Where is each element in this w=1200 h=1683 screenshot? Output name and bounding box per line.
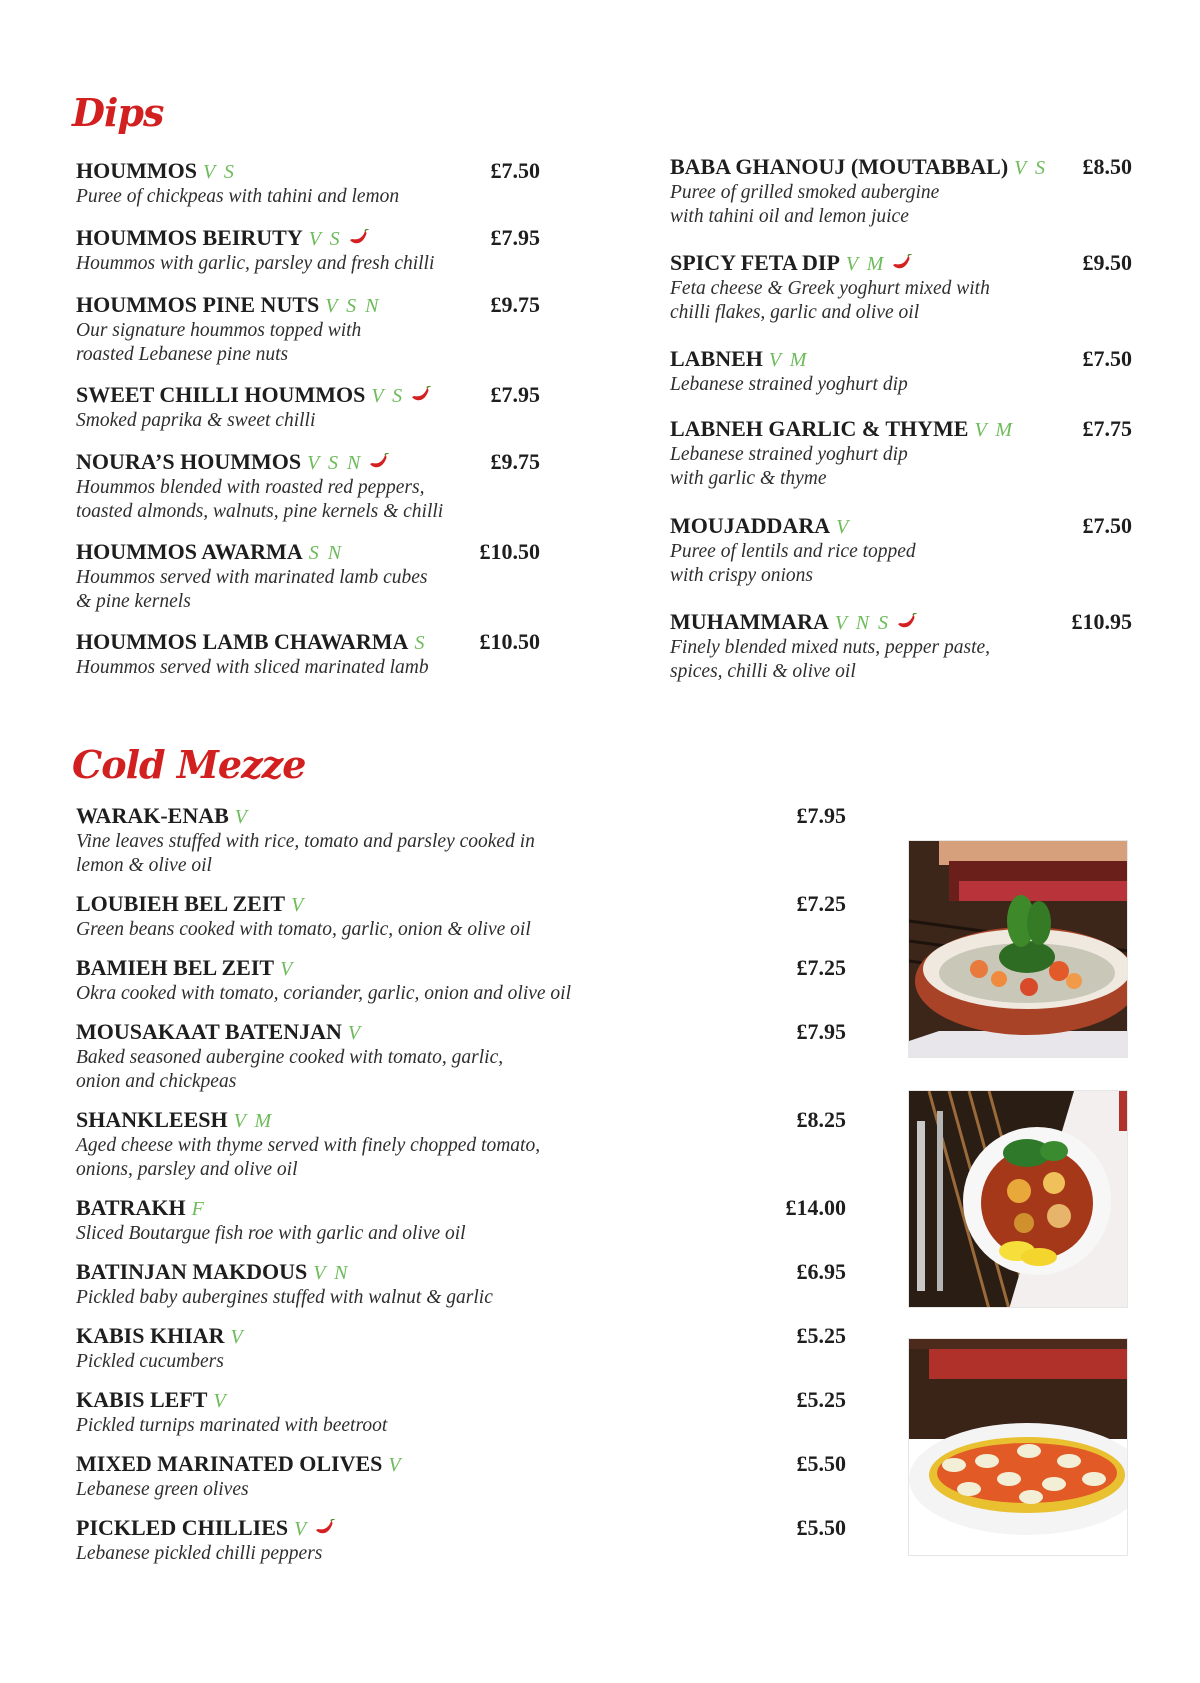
menu-item — [76, 158, 399, 209]
dietary-tags: S N — [308, 542, 344, 564]
menu-item-description: Puree of lentils and rice topped — [670, 541, 916, 562]
menu-item-name: HOUMMOS PINE NUTS — [76, 292, 320, 317]
menu-item-description: Lebanese strained yoghurt dip — [670, 374, 908, 395]
menu-item-name: SWEET CHILLI HOUMMOS — [76, 382, 366, 407]
menu-item-price: £8.25 — [796, 1107, 846, 1132]
section-title-cold-mezze: Cold Mezze — [72, 742, 306, 787]
menu-item-header — [670, 154, 1047, 180]
menu-item-header — [76, 891, 531, 917]
menu-item — [76, 1515, 336, 1566]
menu-item-description: Vine leaves stuffed with rice, tomato and parsley cooked in — [76, 831, 535, 852]
menu-item-price: £7.50 — [1082, 513, 1132, 538]
menu-item-header — [76, 1387, 387, 1413]
menu-item-price: £5.25 — [796, 1323, 846, 1348]
menu-item-description: Our signature hoummos topped with — [76, 320, 362, 341]
menu-item-price: £7.95 — [490, 225, 540, 250]
menu-item-price: £5.50 — [796, 1515, 846, 1540]
dietary-tags: V S N — [325, 295, 381, 317]
menu-item-name: LABNEH — [670, 346, 763, 371]
menu-item-header — [76, 955, 571, 981]
menu-item-header — [670, 416, 1014, 442]
boutargue-plate-photo — [908, 1338, 1128, 1556]
menu-item-description: Sliced Boutargue fish roe with garlic and olive oil — [76, 1223, 466, 1244]
menu-item-name: HOUMMOS — [76, 158, 197, 183]
menu-item-price: £7.75 — [1082, 416, 1132, 441]
dietary-tags: V — [836, 516, 851, 538]
dietary-tags: V — [294, 1518, 309, 1540]
menu-item — [76, 1259, 493, 1310]
menu-item-header — [76, 158, 399, 184]
menu-item-description: Smoked paprika & sweet chilli — [76, 410, 316, 431]
menu-item-header — [670, 609, 990, 635]
dietary-tags: V S — [1014, 157, 1048, 179]
chilli-icon — [368, 453, 390, 471]
menu-item-price: £5.25 — [796, 1387, 846, 1412]
menu-item-header — [76, 1323, 245, 1349]
menu-item-description: Hoummos blended with roasted red peppers, — [76, 477, 425, 498]
menu-item-header — [76, 1259, 493, 1285]
menu-item-name: LABNEH GARLIC & THYME — [670, 416, 969, 441]
menu-item-price: £7.25 — [796, 891, 846, 916]
menu-item — [76, 955, 571, 1006]
menu-item-description: with tahini oil and lemon juice — [670, 206, 909, 227]
menu-item-header — [76, 1451, 403, 1477]
menu-item-description: with garlic & thyme — [670, 468, 827, 489]
dietary-tags: V S — [308, 228, 342, 250]
menu-item — [76, 449, 443, 524]
chilli-icon — [410, 386, 432, 404]
menu-item-header — [76, 225, 434, 251]
menu-item-name: BATINJAN MAKDOUS — [76, 1259, 308, 1284]
menu-item-description: spices, chilli & olive oil — [670, 661, 856, 682]
menu-item-description: Hoummos with garlic, parsley and fresh chilli — [76, 253, 435, 274]
menu-item-description: Feta cheese & Greek yoghurt mixed with — [670, 278, 990, 299]
menu-item — [76, 891, 531, 942]
dietary-tags: V S — [203, 161, 236, 183]
menu-item-description: Hoummos served with marinated lamb cubes — [76, 567, 428, 588]
dietary-tags: V M — [768, 349, 809, 371]
menu-item-price: £9.50 — [1082, 250, 1132, 275]
dietary-tags: V N S — [834, 612, 891, 634]
menu-item-name: NOURA’S HOUMMOS — [76, 449, 302, 474]
menu-item — [76, 539, 428, 614]
menu-item — [670, 513, 916, 588]
stew-bowl-photo — [908, 1090, 1128, 1308]
dietary-tags: V S — [371, 385, 405, 407]
menu-item-description: Puree of grilled smoked aubergine — [670, 182, 940, 203]
menu-item-name: SPICY FETA DIP — [670, 250, 840, 275]
menu-item-description: Finely blended mixed nuts, pepper paste, — [670, 637, 991, 658]
menu-item-header — [670, 513, 916, 539]
menu-item-description: Okra cooked with tomato, coriander, garlic, onion and olive oil — [76, 983, 572, 1004]
menu-item-header — [670, 250, 990, 276]
menu-item-description: Pickled turnips marinated with beetroot — [76, 1415, 388, 1436]
chilli-icon — [896, 613, 918, 631]
menu-item-price: £7.25 — [796, 955, 846, 980]
dietary-tags: V — [280, 958, 295, 980]
menu-item — [76, 1387, 387, 1438]
menu-item — [76, 803, 535, 878]
dietary-tags: V N — [313, 1262, 350, 1284]
menu-item — [670, 416, 1014, 491]
menu-item-description: Lebanese pickled chilli peppers — [76, 1543, 323, 1564]
menu-item — [76, 629, 429, 680]
menu-item-price: £7.95 — [490, 382, 540, 407]
menu-item-price: £7.50 — [1082, 346, 1132, 371]
menu-item-price: £9.75 — [490, 292, 540, 317]
menu-item-header — [76, 1107, 540, 1133]
menu-item-name: HOUMMOS LAMB CHAWARMA — [76, 629, 409, 654]
menu-item — [76, 382, 432, 433]
dietary-tags: V S N — [307, 452, 363, 474]
menu-item-description: Lebanese green olives — [76, 1479, 249, 1500]
menu-item — [670, 609, 990, 684]
menu-item — [670, 346, 908, 397]
menu-item — [76, 225, 434, 276]
dietary-tags: V M — [974, 419, 1014, 441]
menu-item-header — [76, 292, 380, 318]
menu-item — [76, 292, 380, 367]
menu-item-description: Puree of chickpeas with tahini and lemon — [76, 186, 400, 207]
dietary-tags: V — [291, 894, 306, 916]
menu-item-header — [76, 539, 428, 565]
menu-item-description: & pine kernels — [76, 591, 191, 612]
menu-item-name: KABIS KHIAR — [76, 1323, 225, 1348]
menu-item — [76, 1451, 403, 1502]
menu-item-price: £8.50 — [1082, 154, 1132, 179]
menu-item-description: Hoummos served with sliced marinated lamb — [76, 657, 429, 678]
menu-item-description: lemon & olive oil — [76, 855, 212, 876]
dietary-tags: V M — [845, 253, 886, 275]
menu-item-price: £10.50 — [479, 539, 540, 564]
menu-item-header — [670, 346, 908, 372]
menu-item — [76, 1019, 503, 1094]
menu-item-header — [76, 1195, 466, 1221]
menu-item-header — [76, 629, 429, 655]
menu-item-header — [76, 1019, 503, 1045]
menu-item-name: SHANKLEESH — [76, 1107, 228, 1132]
menu-item — [76, 1323, 245, 1374]
menu-item-name: BATRAKH — [76, 1195, 186, 1220]
menu-item-header — [76, 1515, 336, 1541]
menu-item-price: £10.50 — [479, 629, 540, 654]
menu-item-name: WARAK-ENAB — [76, 803, 229, 828]
menu-item-price: £14.00 — [785, 1195, 846, 1220]
menu-item-name: MOUSAKAAT BATENJAN — [76, 1019, 342, 1044]
menu-item-name: BABA GHANOUJ (MOUTABBAL) — [670, 154, 1009, 179]
menu-item-price: £10.95 — [1071, 609, 1132, 634]
menu-item — [76, 1107, 540, 1182]
menu-item-description: toasted almonds, walnuts, pine kernels & chilli — [76, 501, 444, 522]
dietary-tags: V — [230, 1326, 245, 1348]
menu-item-description: Lebanese strained yoghurt dip — [670, 444, 908, 465]
dietary-tags: V M — [233, 1110, 274, 1132]
menu-item-price: £7.95 — [796, 803, 846, 828]
menu-item-name: HOUMMOS AWARMA — [76, 539, 303, 564]
menu-item-header — [76, 803, 535, 829]
dietary-tags: V — [388, 1454, 403, 1476]
menu-item-price: £5.50 — [796, 1451, 846, 1476]
section-title-dips: Dips — [72, 90, 164, 135]
menu-item-name: MUHAMMARA — [670, 609, 829, 634]
menu-item-header — [76, 449, 443, 475]
chilli-icon — [314, 1519, 336, 1537]
menu-item-description: Green beans cooked with tomato, garlic, onion & olive oil — [76, 919, 531, 940]
menu-item-description: Pickled cucumbers — [76, 1351, 224, 1372]
menu-item-name: KABIS LEFT — [76, 1387, 208, 1412]
dietary-tags: V — [213, 1390, 228, 1412]
menu-item-header — [76, 382, 432, 408]
dietary-tags: V — [347, 1022, 363, 1044]
menu-item — [76, 1195, 466, 1246]
menu-item-description: chilli flakes, garlic and olive oil — [670, 302, 920, 323]
menu-item-price: £9.75 — [490, 449, 540, 474]
menu-item-name: BAMIEH BEL ZEIT — [76, 955, 275, 980]
menu-item — [670, 154, 1047, 229]
tabbouleh-bowl-photo — [908, 840, 1128, 1058]
dietary-tags: V — [234, 806, 250, 828]
menu-item-price: £7.50 — [490, 158, 540, 183]
menu-item-description: onion and chickpeas — [76, 1071, 237, 1092]
menu-item-name: MOUJADDARA — [670, 513, 831, 538]
dietary-tags: F — [191, 1198, 206, 1220]
menu-item-name: PICKLED CHILLIES — [76, 1515, 289, 1540]
menu-item-description: Pickled baby aubergines stuffed with walnut & garlic — [76, 1287, 493, 1308]
menu-item-description: onions, parsley and olive oil — [76, 1159, 298, 1180]
menu-item-name: MIXED MARINATED OLIVES — [76, 1451, 383, 1476]
menu-item-description: Aged cheese with thyme served with finely chopped tomato, — [76, 1135, 541, 1156]
menu-item-price: £7.95 — [796, 1019, 846, 1044]
chilli-icon — [891, 254, 913, 272]
menu-item — [670, 250, 990, 325]
menu-item-description: roasted Lebanese pine nuts — [76, 344, 289, 365]
chilli-icon — [348, 229, 370, 247]
menu-item-price: £6.95 — [796, 1259, 846, 1284]
dietary-tags: S — [414, 632, 427, 654]
menu-item-description: Baked seasoned aubergine cooked with tomato, garlic, — [76, 1047, 504, 1068]
menu-item-name: HOUMMOS BEIRUTY — [76, 225, 303, 250]
menu-item-description: with crispy onions — [670, 565, 814, 586]
menu-item-name: LOUBIEH BEL ZEIT — [76, 891, 286, 916]
